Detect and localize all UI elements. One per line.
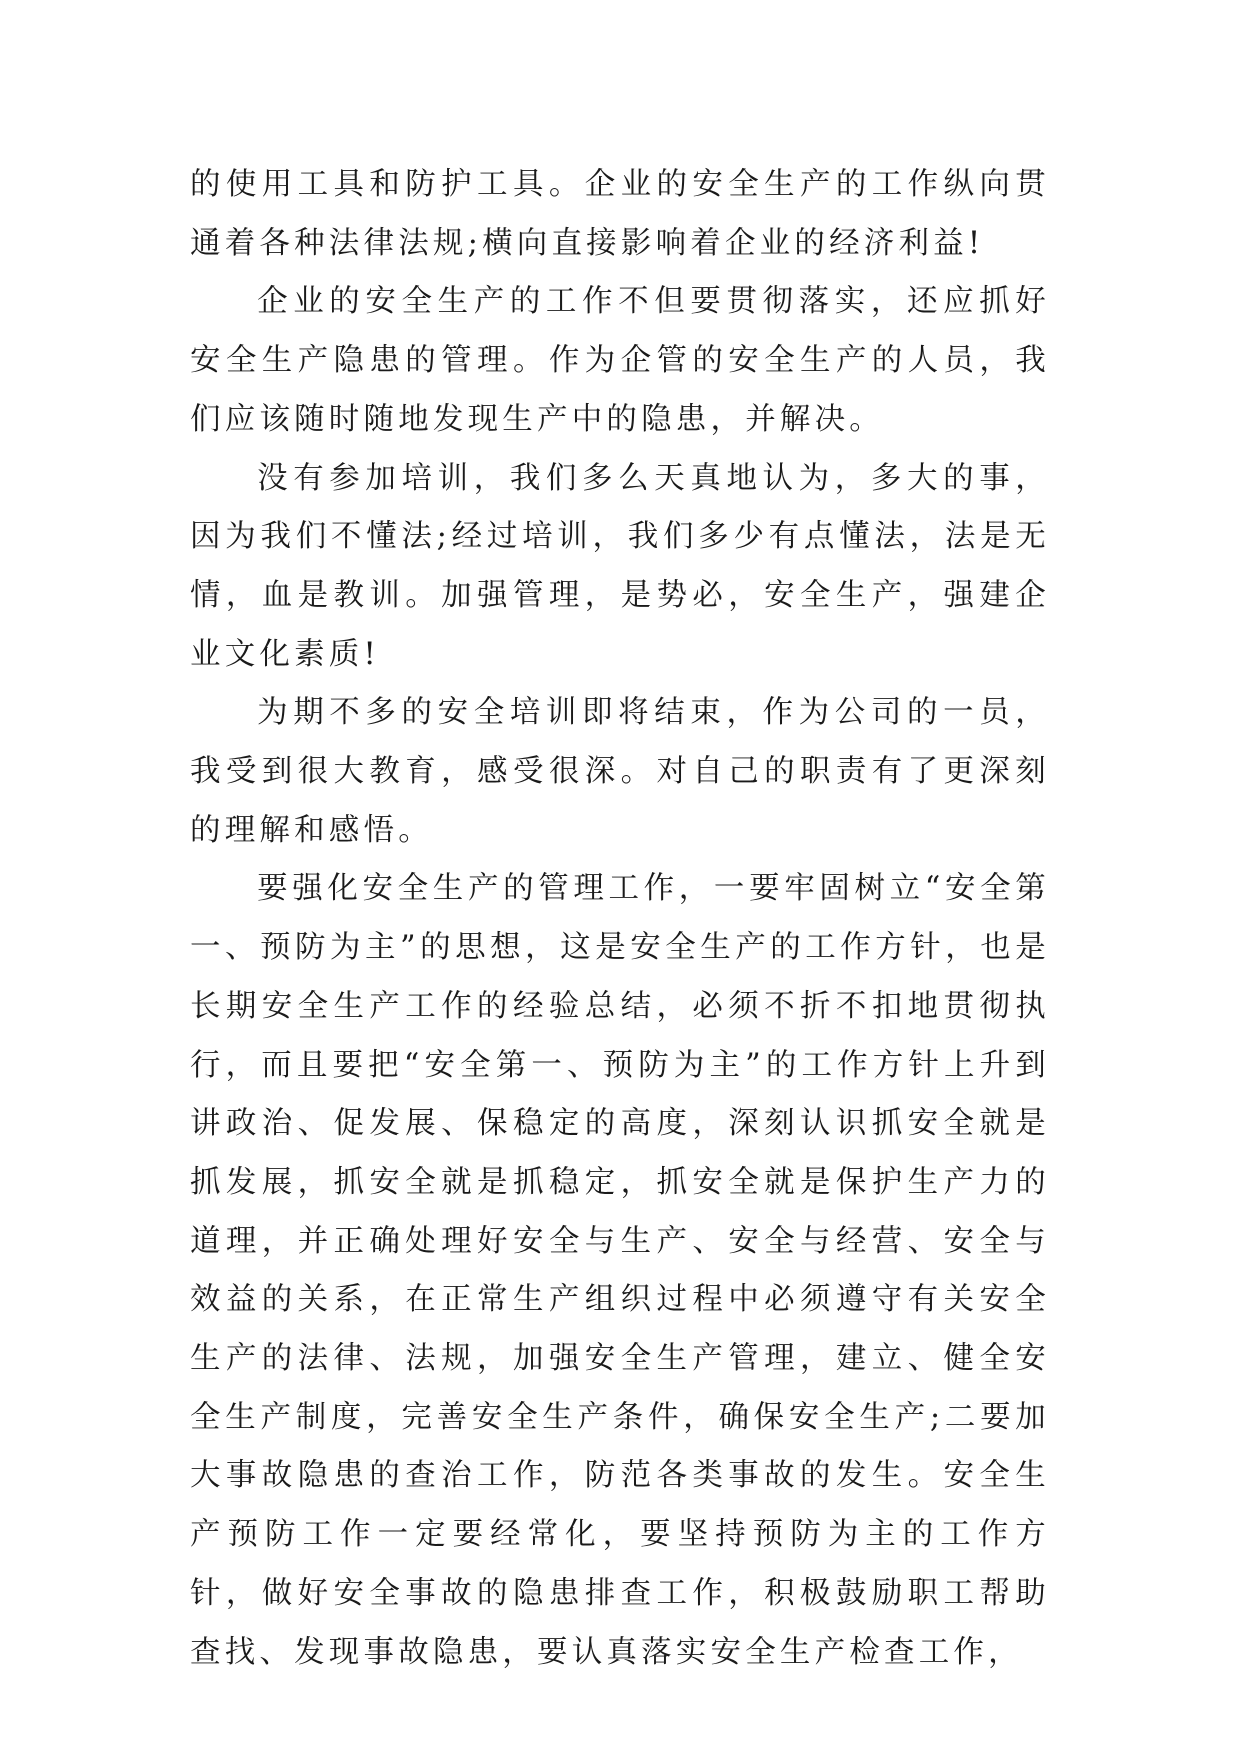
paragraph: 企业的安全生产的工作不但要贯彻落实，还应抓好安全生产隐患的管理。作为企管的安全生产的人员，我们应该随时随地发现生产中的隐患，并解决。 — [190, 284, 1050, 437]
paragraph-continued: 的使用工具和防护工具。企业的安全生产的工作纵向贯通着各种法律法规;横向直接影响着企业的经济利益! — [190, 167, 1050, 261]
paragraph: 没有参加培训，我们多么天真地认为，多大的事，因为我们不懂法;经过培训，我们多少有点懂法，法是无情，血是教训。加强管理，是势必，安全生产，强建企业文化素质! — [190, 460, 1050, 672]
paragraph: 为期不多的安全培训即将结束，作为公司的一员，我受到很大教育，感受很深。对自己的职责有了更深刻的理解和感悟。 — [190, 695, 1050, 848]
paragraph: 要强化安全生产的管理工作，一要牢固树立“安全第一、预防为主”的思想，这是安全生产的工作方针，也是长期安全生产工作的经验总结，必须不折不扣地贯彻执行，而且要把“安全第一、预防为主”的工作方针上升到讲政治、促发展、保稳定的高度，深刻认识抓安全就是抓发展，抓安全就是抓稳定，抓安全就是保护生产力的道理，并正确处理好安全与生产、安全与经营、安全与效益的关系，在正常生产组织过程中必须遵守有关安全生产的法律、法规，加强安全生产管理，建立、健全安全生产制度，完善安全生产条件，确保安全生产;二要加大事故隐患的查治工作，防范各类事故的发生。安全生产预防工作一定要经常化，要坚持预防为主的工作方针，做好安全事故的隐患排查工作，积极鼓励职工帮助查找、发现事故隐患，要认真落实安全生产检查工作， — [190, 871, 1050, 1670]
document-body — [190, 156, 1050, 1682]
